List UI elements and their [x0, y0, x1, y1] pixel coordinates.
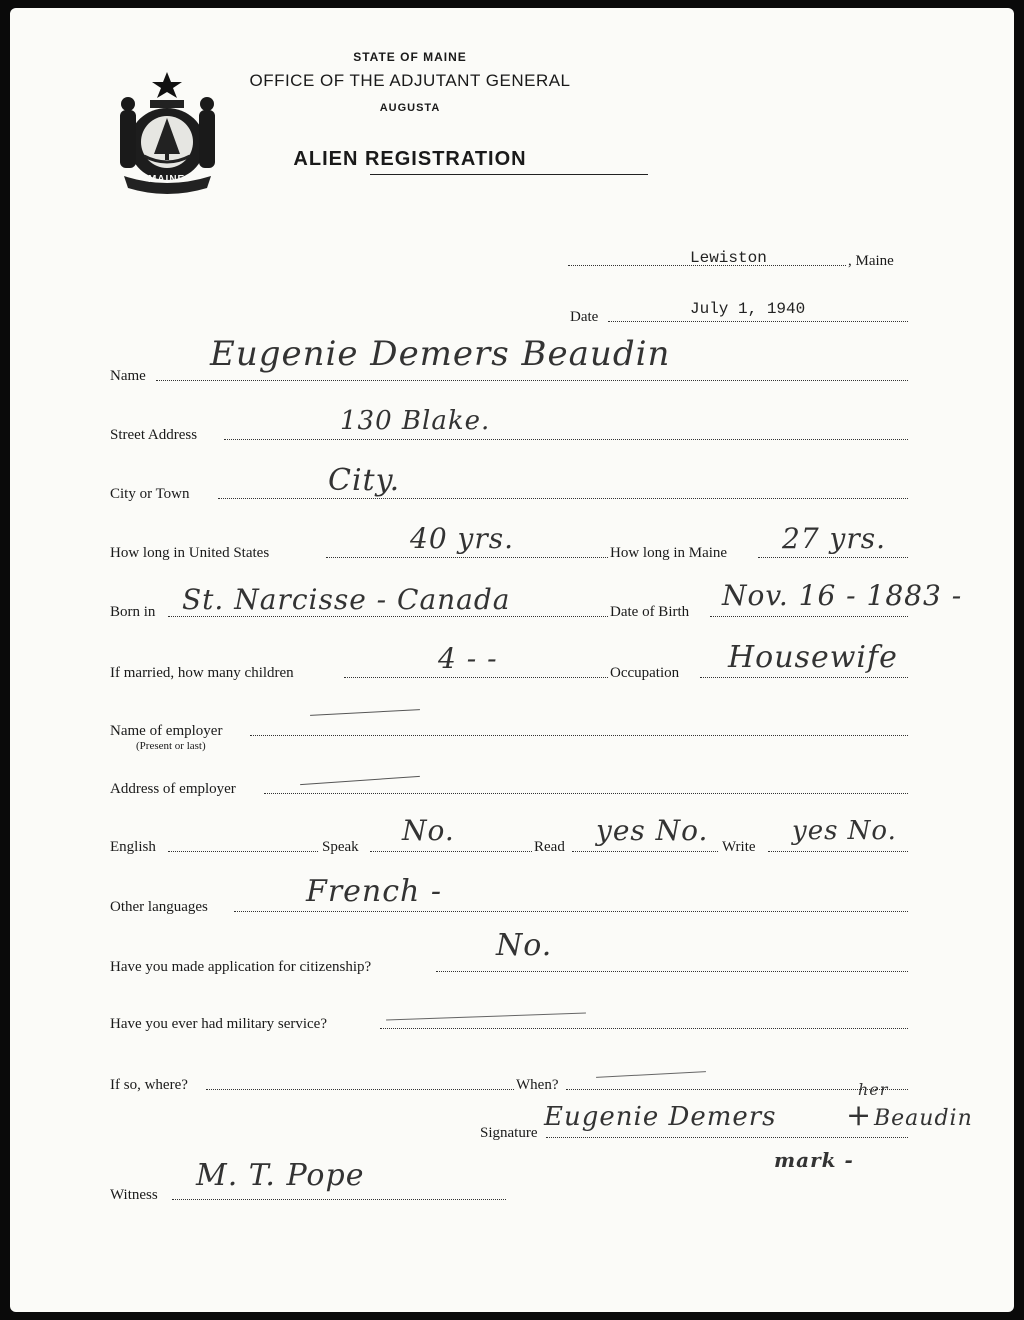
military-label: Have you ever had military service?	[110, 1016, 327, 1032]
date-value: July 1, 1940	[690, 300, 806, 318]
signature-label: Signature	[480, 1125, 538, 1141]
us-years-line	[326, 557, 608, 558]
employer-line	[250, 735, 908, 736]
city-line	[218, 498, 908, 499]
citizenship-value: No.	[496, 928, 553, 963]
read-label: Read	[534, 839, 565, 855]
employer-address-line	[264, 793, 908, 794]
name-label: Name	[110, 368, 146, 384]
date-line	[608, 321, 908, 322]
children-value: 4 - -	[438, 642, 498, 675]
signature-her: her	[858, 1080, 889, 1099]
signature-value: Eugenie Demers	[544, 1102, 777, 1132]
signature-line	[546, 1137, 908, 1138]
street-label: Street Address	[110, 427, 198, 443]
employer-label-main: Name of employer	[110, 723, 223, 739]
seal-motto: MAINE	[148, 174, 186, 185]
english-line	[168, 851, 318, 852]
dob-value: Nov. 16 - 1883 -	[722, 579, 963, 612]
name-line	[156, 380, 908, 381]
speak-label: Speak	[322, 839, 359, 855]
when-label: When?	[516, 1077, 559, 1093]
employer-dash-stroke	[310, 709, 420, 716]
speak-value: No.	[402, 814, 455, 847]
city-heading: AUGUSTA	[379, 102, 441, 114]
born-label: Born in	[110, 604, 156, 620]
other-languages-line	[234, 911, 908, 912]
children-line	[344, 677, 608, 678]
signature-cross: +	[846, 1098, 873, 1133]
me-years-value: 27 yrs.	[782, 522, 887, 555]
write-line	[768, 851, 908, 852]
occupation-label: Occupation	[610, 665, 680, 681]
state-heading: STATE OF MAINE	[353, 50, 467, 64]
citizenship-label: Have you made application for citizenship?	[110, 959, 372, 975]
speak-line	[370, 851, 532, 852]
employer-address-label: Address of employer	[110, 781, 236, 797]
signature-mark: mark -	[774, 1148, 854, 1172]
name-value: Eugenie Demers Beaudin	[210, 334, 671, 374]
witness-line	[172, 1199, 506, 1200]
citizenship-line	[436, 971, 908, 972]
english-label: English	[110, 839, 156, 855]
dob-label: Date of Birth	[610, 604, 690, 620]
occupation-line	[700, 677, 908, 678]
where-label: If so, where?	[110, 1077, 188, 1093]
form-title: ALIEN REGISTRATION	[293, 148, 527, 170]
us-years-label: How long in United States	[110, 545, 270, 561]
place-suffix: , Maine	[848, 253, 894, 269]
read-value: yes No.	[596, 814, 709, 847]
read-line	[572, 851, 718, 852]
date-label: Date	[570, 309, 599, 325]
street-value: 130 Blake.	[340, 406, 491, 436]
born-value: St. Narcisse - Canada	[182, 583, 511, 616]
title-underline	[370, 174, 648, 175]
city-label: City or Town	[110, 486, 190, 502]
us-years-value: 40 yrs.	[410, 522, 515, 555]
me-years-label: How long in Maine	[610, 545, 728, 561]
employer-label-sub: (Present or last)	[136, 740, 206, 752]
employer-label	[110, 722, 222, 752]
state-seal	[110, 66, 225, 196]
military-line	[380, 1028, 908, 1029]
dob-line	[710, 616, 908, 617]
write-value: yes No.	[792, 816, 897, 846]
when-dash-stroke	[596, 1071, 706, 1078]
witness-label: Witness	[110, 1187, 158, 1203]
me-years-line	[758, 557, 908, 558]
office-heading: OFFICE OF THE ADJUTANT GENERAL	[249, 71, 571, 90]
other-languages-value: French -	[306, 874, 443, 909]
where-line	[206, 1089, 514, 1090]
children-label: If married, how many children	[110, 665, 294, 681]
place-value: Lewiston	[690, 249, 767, 267]
military-dash-stroke	[386, 1013, 586, 1021]
occupation-value: Housewife	[728, 640, 898, 675]
city-value: City.	[328, 463, 401, 498]
other-languages-label: Other languages	[110, 899, 208, 915]
registration-form	[10, 8, 1014, 1312]
born-line	[168, 616, 608, 617]
when-line	[566, 1089, 908, 1090]
write-label: Write	[722, 839, 756, 855]
witness-value: M. T. Pope	[196, 1158, 365, 1193]
signature-surname: Beaudin	[874, 1106, 973, 1131]
employer-address-dash-stroke	[300, 776, 420, 785]
street-line	[224, 439, 908, 440]
